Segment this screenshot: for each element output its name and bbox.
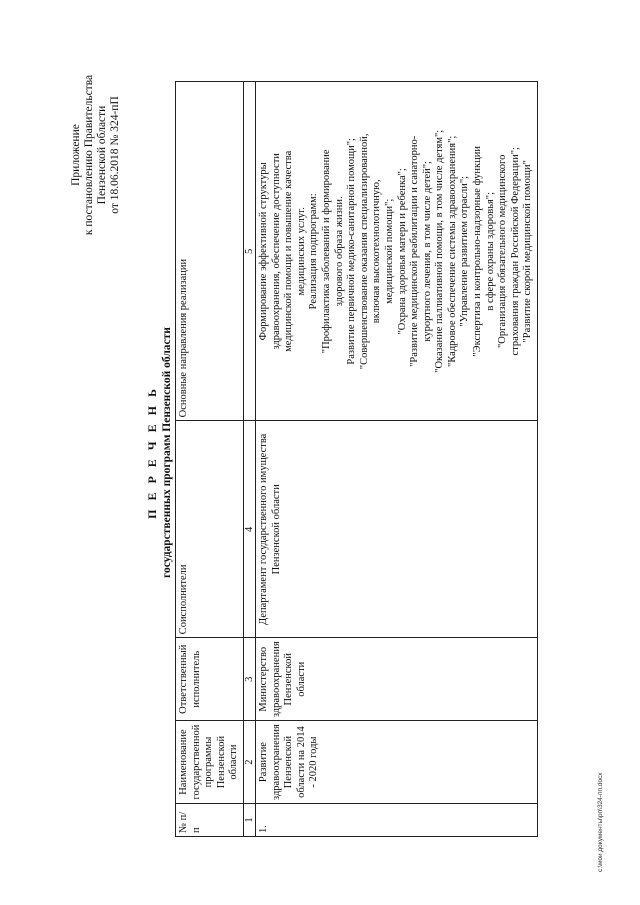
- direction-line: Развитие первичной медико-санитарной помощи";: [346, 138, 358, 365]
- header-number: № п/п: [176, 804, 244, 837]
- document-title: П Е Р Е Ч Е Н Ь: [145, 386, 159, 519]
- document-subtitle: государственных программ Пензенской области: [161, 327, 173, 578]
- programs-table: [175, 81, 538, 837]
- direction-line: медицинской помощи и повышение качества: [283, 150, 295, 352]
- direction-line: страхования граждан Российской Федерации";: [509, 147, 521, 356]
- table-row: [255, 82, 537, 837]
- direction-line: "Профилактика заболеваний и формирование: [320, 149, 332, 354]
- header-coexecutors: Соисполнители: [176, 421, 244, 638]
- column-numbers-row: [243, 82, 255, 837]
- direction-line: "Оказание паллиативной помощи, в том числе детям";: [434, 129, 446, 373]
- direction-line: медицинских услуг.: [295, 207, 307, 296]
- coexecutors: Департамент государственного имущества Пензенской области: [255, 421, 537, 638]
- direction-line: медицинской помощи";: [383, 198, 395, 304]
- direction-line: Формирование эффективной структуры: [257, 162, 269, 341]
- direction-line: Реализация подпрограмм:: [308, 193, 320, 310]
- direction-line: "Совершенствование оказания специализированной,: [358, 133, 370, 370]
- row-number: 1.: [255, 804, 537, 837]
- appendix-block: [70, 55, 122, 255]
- direction-line: в сфере охраны здоровья";: [484, 191, 496, 311]
- column-number: 2: [243, 721, 255, 804]
- appendix-line: от 18.06.2018 № 324-пП: [109, 96, 121, 214]
- program-name: Развитие здравоохранения Пензенской области на 2014 - 2020 годы: [255, 721, 537, 804]
- direction-line: "Развитие медицинской реабилитации и санаторно-: [409, 135, 421, 367]
- file-path-footer: c:\мои документы\рп\324-пп.docx: [597, 772, 604, 872]
- header-directions: Основные направления реализации: [176, 82, 244, 421]
- appendix-line: Приложение: [70, 124, 82, 186]
- appendix-line: к постановлению Правительства: [83, 74, 95, 236]
- direction-line: "Организация обязательного медицинского: [497, 154, 509, 348]
- table-header-row: [176, 82, 244, 837]
- direction-line: "Охрана здоровья матери и ребенка";: [396, 168, 408, 335]
- document-heading: [145, 0, 174, 905]
- column-number: 1: [243, 804, 255, 837]
- direction-line: "Управление развитием отрасли";: [459, 175, 471, 327]
- direction-line: включая высокотехнологичную,: [371, 179, 383, 324]
- header-program: Наименование государственной программы Пензенской области: [176, 721, 244, 804]
- column-number: 5: [243, 82, 255, 421]
- column-number: 4: [243, 421, 255, 638]
- implementation-directions: [255, 82, 537, 421]
- direction-line: здравоохранения, обеспечение доступности: [270, 153, 282, 350]
- direction-line: "Развитие скорой медицинской помощи": [522, 160, 534, 343]
- direction-line: "Кадровое обеспечение системы здравоохранения";: [446, 135, 458, 367]
- direction-line: здорового образа жизни.: [333, 196, 345, 307]
- column-number: 3: [243, 638, 255, 721]
- direction-line: курортного лечения, в том числе детей";: [421, 161, 433, 342]
- direction-line: "Экспертиза и контрольно-надзорные функции: [472, 146, 484, 357]
- responsible-executor: Министерство здравоохранения Пензенской области: [255, 638, 537, 721]
- appendix-line: Пензенской области: [96, 105, 108, 205]
- header-executor: Ответственный исполнитель: [176, 638, 244, 721]
